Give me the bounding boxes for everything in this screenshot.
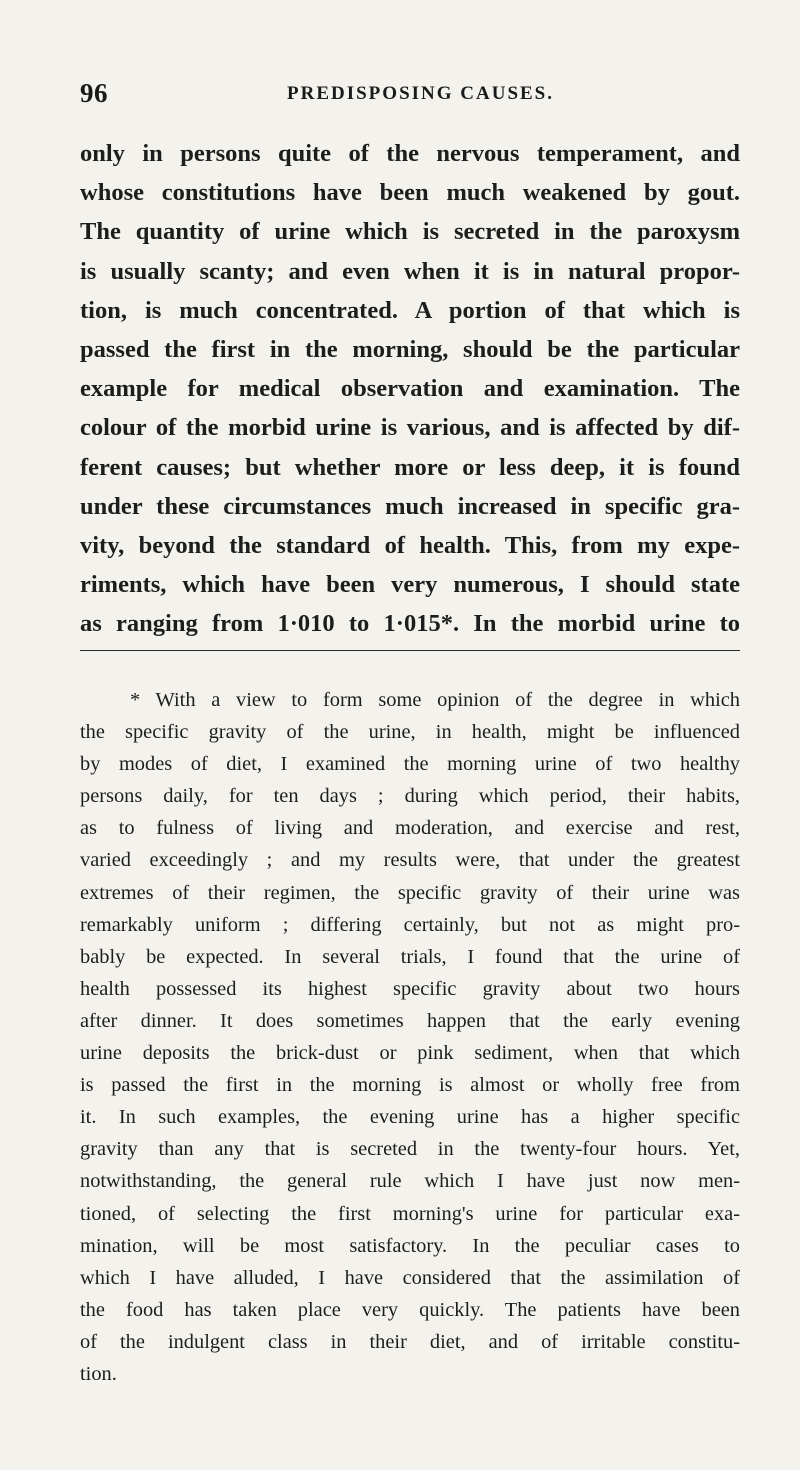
- footnote-line: tion.: [80, 1362, 117, 1385]
- footnote-line: is passed the first in the morning is almost or wholly free from: [80, 1074, 740, 1097]
- footnote-line: remarkably uniform ; differing certainly, but not as might pro-: [80, 913, 740, 936]
- footnote-line: notwithstanding, the general rule which I have just now men-: [80, 1170, 740, 1193]
- footnote-line: the food has taken place very quickly. The patients have been: [80, 1298, 740, 1321]
- footnote-line: which I have alluded, I have considered that the assimilation of: [80, 1266, 740, 1289]
- footnote: [80, 684, 740, 1390]
- main-paragraph: [80, 134, 740, 644]
- body-line: only in persons quite of the nervous temperament, and: [80, 140, 740, 167]
- page-number: 96: [80, 78, 108, 108]
- footnote-line: the specific gravity of the urine, in health, might be influenced: [80, 721, 740, 744]
- footnote-line: health possessed its highest specific gravity about two hours: [80, 977, 740, 1000]
- footnote-line: it. In such examples, the evening urine has a higher specific: [80, 1106, 740, 1129]
- footnote-line: bably be expected. In several trials, I found that the urine of: [80, 945, 740, 968]
- body-line: under these circumstances much increased in specific gra-: [80, 492, 740, 520]
- footnote-divider: [80, 650, 740, 651]
- running-head: [80, 78, 740, 118]
- footnote-line: gravity than any that is secreted in the twenty-four hours. Yet,: [80, 1138, 740, 1161]
- footnote-line: * With a view to form some opinion of the degree in which: [130, 689, 740, 711]
- body-line: riments, which have been very numerous, I should state: [80, 571, 740, 599]
- body-line: is usually scanty; and even when it is in natural propor-: [80, 257, 740, 285]
- footnote-line: by modes of diet, I examined the morning urine of two healthy: [80, 753, 740, 776]
- body-line: passed the first in the morning, should be the particular: [80, 336, 740, 364]
- footnote-line: after dinner. It does sometimes happen that the early evening: [80, 1009, 740, 1032]
- body-line: example for medical observation and examination. The: [80, 375, 740, 403]
- footnote-line: urine deposits the brick-dust or pink sediment, when that which: [80, 1042, 740, 1065]
- footnote-line: of the indulgent class in their diet, and of irritable constitu-: [80, 1330, 740, 1353]
- footnote-line: mination, will be most satisfactory. In the peculiar cases to: [80, 1234, 740, 1257]
- body-line: whose constitutions have been much weakened by gout.: [80, 179, 740, 207]
- running-head-title: PREDISPOSING CAUSES.: [287, 83, 554, 104]
- body-line: ferent causes; but whether more or less deep, it is found: [80, 453, 740, 481]
- footnote-line: extremes of their regimen, the specific gravity of their urine was: [80, 881, 740, 904]
- body-line: as ranging from 1·010 to 1·015*. In the morbid urine to: [80, 610, 740, 638]
- body-line: colour of the morbid urine is various, and is affected by dif-: [80, 414, 740, 442]
- body-line: The quantity of urine which is secreted in the paroxysm: [80, 218, 740, 246]
- footnote-line: tioned, of selecting the first morning's urine for particular exa-: [80, 1202, 740, 1225]
- body-line: tion, is much concentrated. A portion of that which is: [80, 296, 740, 324]
- footnote-line: persons daily, for ten days ; during which period, their habits,: [80, 785, 740, 808]
- footnote-line: as to fulness of living and moderation, and exercise and rest,: [80, 817, 740, 840]
- body-line: vity, beyond the standard of health. This, from my expe-: [80, 532, 740, 560]
- footnote-line: varied exceedingly ; and my results were, that under the greatest: [80, 849, 740, 872]
